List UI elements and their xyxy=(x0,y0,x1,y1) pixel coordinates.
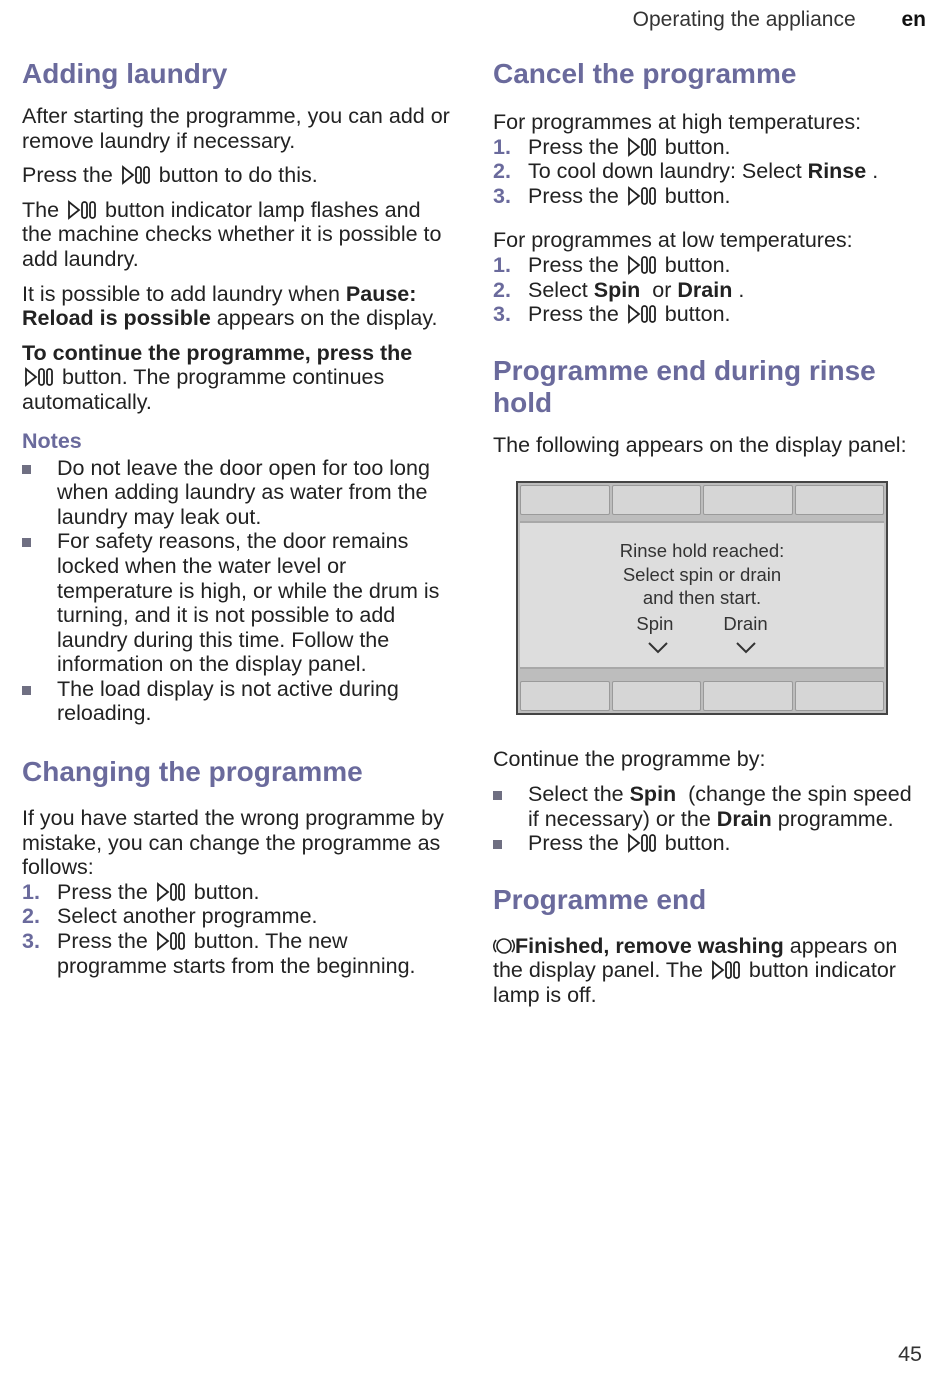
text: button. xyxy=(658,831,731,856)
text: To cool down laundry: Select xyxy=(528,159,808,184)
text: or xyxy=(640,277,678,302)
step-number: 2. xyxy=(493,277,511,302)
text: . xyxy=(866,159,879,184)
list-item xyxy=(22,929,450,978)
adding-laundry-heading: Adding laundry xyxy=(22,58,228,89)
text: button indicator lamp flashes and the machine checks whether it is possible to add laundry. xyxy=(22,197,442,271)
page-header xyxy=(633,8,926,32)
step-number: 1. xyxy=(493,134,511,159)
programme-end-text xyxy=(493,934,928,1008)
adding-p3 xyxy=(22,198,450,272)
text: button. xyxy=(187,879,260,904)
display-key xyxy=(795,485,885,515)
text: button indicator lamp is off. xyxy=(493,958,896,1007)
start-pause-icon xyxy=(24,367,54,387)
list-item xyxy=(493,184,928,209)
cancel-high-intro: For programmes at high temperatures: xyxy=(493,110,862,134)
list-item xyxy=(493,302,928,327)
text: programme. xyxy=(771,806,894,831)
text: . xyxy=(732,277,745,302)
display-key xyxy=(795,681,885,711)
text: Press the xyxy=(57,929,154,954)
chevron-down-icon xyxy=(735,641,757,655)
start-pause-icon xyxy=(627,186,657,206)
text: button. xyxy=(658,183,731,208)
changing-programme-heading: Changing the programme xyxy=(22,756,363,788)
text: appears on the display. xyxy=(210,306,438,331)
option-name: Spin xyxy=(593,277,641,302)
list-item xyxy=(493,253,928,278)
text: Select another programme. xyxy=(57,904,318,929)
display-line: and then start. xyxy=(642,587,762,609)
list-item xyxy=(22,904,450,929)
list-item xyxy=(493,278,928,303)
list-item: For safety reasons, the door remains locked when the water level or temperature is high, or while the drum is turning, and it is not possible to add laundry during this time. Follow the information on the display panel. xyxy=(22,529,450,677)
adding-p2 xyxy=(22,163,450,188)
text: Press the xyxy=(528,831,625,856)
adding-p4 xyxy=(22,282,450,331)
left-column xyxy=(22,58,450,978)
display-options xyxy=(520,612,884,636)
list-item: The load display is not active during reloading. xyxy=(22,677,450,726)
bold-instruction: To continue the programme, press the xyxy=(22,340,413,365)
display-line: Select spin or drain xyxy=(622,563,782,585)
text: button. xyxy=(658,252,731,277)
rinse-hold-intro: The following appears on the display panel: xyxy=(493,432,907,457)
display-key-row-bottom xyxy=(520,681,884,711)
right-column xyxy=(493,58,928,1018)
step-number: 3. xyxy=(22,929,40,954)
text: Press the xyxy=(528,302,625,327)
text: Press the xyxy=(528,134,625,159)
list-item xyxy=(493,831,928,856)
text: Select the xyxy=(528,781,630,806)
start-pause-icon xyxy=(67,200,97,220)
text: Press the xyxy=(528,252,625,277)
display-message: Finished, remove washing xyxy=(515,933,784,958)
step-number: 3. xyxy=(493,183,511,208)
display-panel-illustration xyxy=(516,481,888,715)
display-key xyxy=(520,485,610,515)
text: button. The programme continues automatically. xyxy=(22,365,385,414)
text: Press the xyxy=(57,879,154,904)
adding-p5 xyxy=(22,341,450,415)
text: button. xyxy=(658,302,731,327)
step-number: 2. xyxy=(493,159,511,184)
display-line: Rinse hold reached: xyxy=(619,540,785,562)
option-name: Drain xyxy=(716,806,772,831)
display-screen xyxy=(520,521,884,669)
display-key xyxy=(612,485,702,515)
cancel-low-steps xyxy=(493,253,928,327)
text: The xyxy=(22,197,66,222)
notes-heading: Notes xyxy=(22,428,82,453)
list-item xyxy=(493,782,928,831)
list-item xyxy=(493,135,928,160)
notes-list xyxy=(22,456,450,727)
start-pause-icon xyxy=(627,304,657,324)
chevron-down-icon xyxy=(647,641,669,655)
cancel-low-intro: For programmes at low temperatures: xyxy=(493,228,853,253)
display-key xyxy=(703,485,793,515)
display-option-drain: Drain xyxy=(723,612,768,634)
list-item xyxy=(493,159,928,184)
header-language: en xyxy=(901,8,926,31)
cancel-high-steps xyxy=(493,135,928,209)
text: (change the spin speed if necessary) or the xyxy=(528,781,918,831)
programme-end-heading: Programme end xyxy=(493,883,707,915)
text: button. The new programme starts from the beginning. xyxy=(57,929,416,978)
option-name: Spin xyxy=(629,781,677,806)
rinse-hold-heading: Programme end during rinse hold xyxy=(493,354,876,418)
start-pause-icon xyxy=(627,255,657,275)
list-item: Do not leave the door open for too long when adding laundry as water from the laundry may leak out. xyxy=(22,456,450,530)
display-message: Pause: Reload is possible xyxy=(22,281,417,331)
header-section-title: Operating the appliance xyxy=(632,8,856,31)
start-pause-icon xyxy=(627,833,657,853)
display-key-row-top xyxy=(520,485,884,515)
display-key xyxy=(520,681,610,711)
continue-list xyxy=(493,782,928,856)
text: button to do this. xyxy=(152,163,318,188)
text: Press the xyxy=(528,183,625,208)
display-chevrons xyxy=(520,641,884,655)
list-item xyxy=(22,880,450,905)
option-name: Rinse xyxy=(807,159,867,184)
display-option-spin: Spin xyxy=(636,612,674,634)
changing-steps xyxy=(22,880,450,978)
page-number: 45 xyxy=(898,1342,922,1366)
start-pause-icon xyxy=(156,931,186,951)
text: Select xyxy=(528,277,594,302)
display-key xyxy=(612,681,702,711)
step-number: 1. xyxy=(22,879,40,904)
text: button. xyxy=(658,134,731,159)
text: Press the xyxy=(22,163,119,188)
step-number: 3. xyxy=(493,302,511,327)
continue-intro: Continue the programme by: xyxy=(493,747,766,772)
step-number: 1. xyxy=(493,252,511,277)
option-name: Drain xyxy=(677,277,733,302)
text: It is possible to add laundry when xyxy=(22,281,346,306)
step-number: 2. xyxy=(22,904,40,929)
display-key xyxy=(703,681,793,711)
start-pause-icon xyxy=(121,165,151,185)
cancel-programme-heading: Cancel the programme xyxy=(493,58,797,89)
changing-intro: If you have started the wrong programme by mistake, you can change the programme as follows: xyxy=(22,806,444,880)
start-pause-icon xyxy=(711,960,741,980)
start-pause-icon xyxy=(156,882,186,902)
start-pause-icon xyxy=(627,137,657,157)
text: appears on the display panel. The xyxy=(493,933,898,983)
finished-icon xyxy=(493,936,515,956)
adding-p1: After starting the programme, you can add or remove laundry if necessary. xyxy=(22,104,450,153)
